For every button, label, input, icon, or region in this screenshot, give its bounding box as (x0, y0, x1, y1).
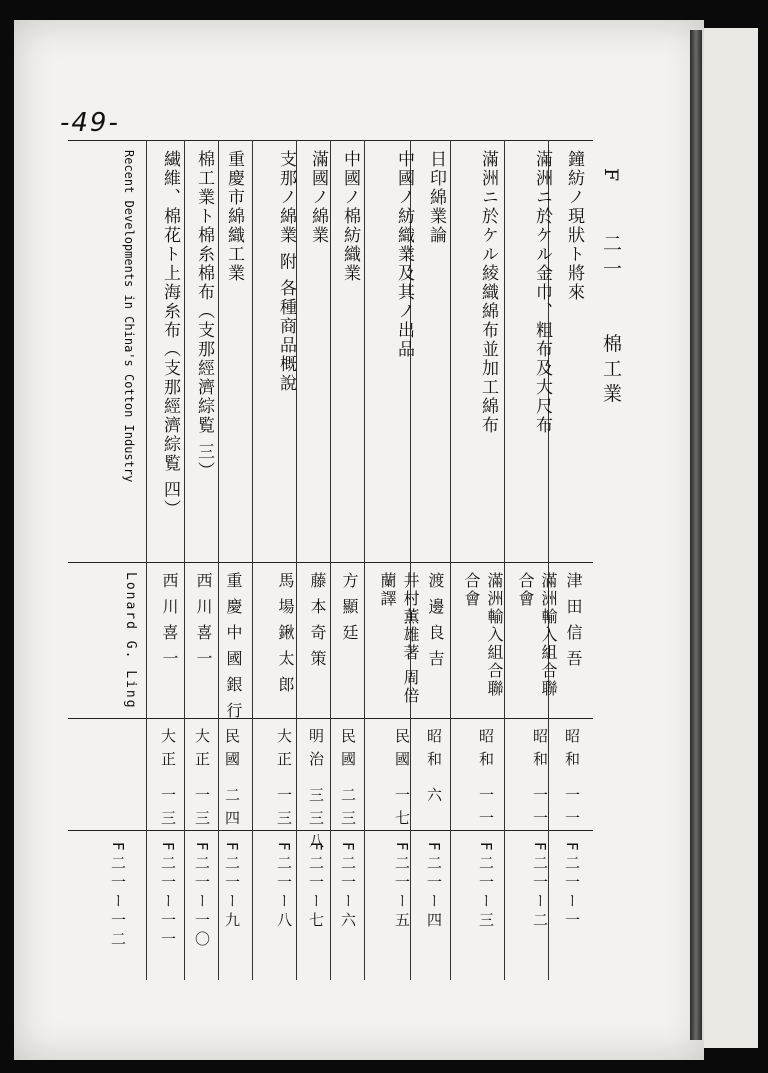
section-heading (598, 168, 625, 408)
entry-author: 滿洲輸入組合聯合會 (462, 572, 504, 698)
entry-title: Recent Developments in China's Cotton Industry (122, 150, 136, 483)
entry-author: 藤本奇策 (308, 572, 327, 676)
entry-code: F二一ー六 (339, 842, 357, 931)
column-divider (364, 140, 365, 980)
entry-code: F二一ー五 (393, 842, 411, 931)
entry-author: 方顯廷 (340, 572, 359, 650)
entry-title: 滿國ノ綿業 (308, 150, 328, 245)
entry-date: 大正 一三 (193, 728, 211, 833)
entry-title: 中國ノ紡織業及其ノ出品 (394, 150, 414, 359)
page-gutter (690, 30, 702, 1040)
entry-code: F二一ー一 (563, 842, 581, 931)
entry-date: 民國 二三 (339, 728, 357, 833)
column-divider (184, 140, 185, 980)
entry-code: F二一ー四 (425, 842, 443, 931)
next-page-edge (704, 28, 758, 1048)
entry-date: 大正 一三 (275, 728, 293, 833)
section-number: 二一 (600, 233, 622, 284)
entry-date: 大正 一三 (159, 728, 177, 833)
entry-title: 中國ノ棉紡織業 (340, 150, 360, 283)
entry-code: F二一ー九 (223, 842, 241, 931)
column-divider (252, 140, 253, 980)
column-divider (330, 140, 331, 980)
entry-date: 明治 三三八 (307, 728, 325, 856)
section-title: 棉工業 (600, 333, 622, 409)
page-number: -49- (60, 108, 120, 138)
entry-code: F二一ー一〇 (193, 842, 211, 950)
entry-date: 民國 一七 (393, 728, 411, 833)
entry-date: 昭和 一一 (531, 728, 549, 833)
entry-title: 支那ノ綿業 附 各種商品概說 (276, 150, 296, 393)
entry-title: 鐘紡ノ現狀ト將來 (564, 150, 584, 302)
entry-title: 滿洲ニ於ケル金巾、粗布及大尺布 (532, 150, 552, 435)
entry-title: 日印綿業論 (426, 150, 446, 245)
entry-author: 西川喜一 (160, 572, 179, 676)
column-divider (218, 140, 219, 980)
column-divider (146, 140, 147, 980)
entry-code: F二一ー三 (477, 842, 495, 931)
entry-title: 滿洲ニ於ケル綾織綿布並加工綿布 (478, 150, 498, 435)
entry-author: 馬場鍬太郎 (276, 572, 295, 702)
section-code: F (600, 168, 622, 188)
column-divider (450, 140, 451, 980)
entry-date: 昭和 一一 (477, 728, 495, 833)
entry-date: 昭和 一一 (563, 728, 581, 833)
entry-date: 昭和 六 (425, 728, 443, 810)
entry-code: F二一ー一一 (159, 842, 177, 950)
entry-code: F二一ー七 (307, 842, 325, 931)
entry-author: 滿洲輸入組合聯合會 (516, 572, 558, 698)
entry-code: F二一ー二 (531, 842, 549, 931)
entry-title: 繊維、棉花ト上海糸布（支那經濟綜覧 四） (160, 150, 180, 519)
entry-date: 民國 二四 (223, 728, 241, 833)
entry-title: 重慶市綿織工業 (224, 150, 244, 283)
entry-author: Lonard G. Ling (123, 572, 138, 710)
entry-author: 西川喜一 (194, 572, 213, 676)
column-divider (504, 140, 505, 980)
entry-code: F二一ー一二 (109, 842, 127, 950)
entry-title: 棉工業ト棉糸棉布（支那經濟綜覧 三） (194, 150, 214, 481)
entry-author: 井村薫雄著 周倍蘭譯 (378, 572, 420, 706)
entry-author: 津田信吾 (564, 572, 583, 676)
entry-author: 重慶中國銀行 (224, 572, 243, 728)
entry-author: 渡邊良吉 (426, 572, 445, 676)
entry-code: F二一ー八 (275, 842, 293, 931)
